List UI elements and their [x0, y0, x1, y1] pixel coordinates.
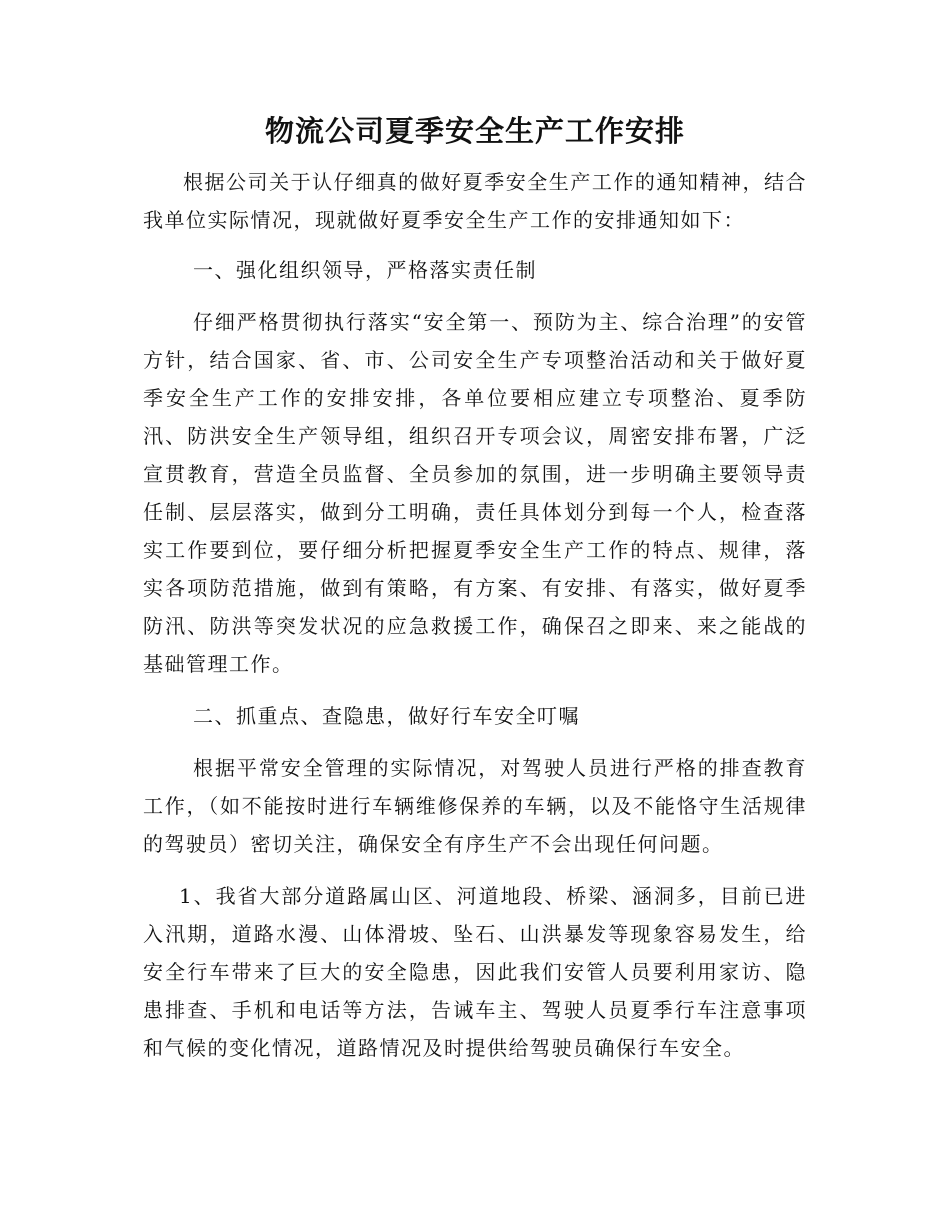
section-2-paragraph: 根据平常安全管理的实际情况，对驾驶人员进行严格的排查教育工作，（如不能按时进行车辆维修保养的车辆，以及不能恪守生活规律的驾驶员）密切关注，确保安全有序生产不会出现任何问题。	[143, 756, 807, 856]
section-2-heading: 二、抓重点、查隐患，做好行车安全叮嘱	[193, 704, 580, 728]
section-1-heading: 一、强化组织领导，严格落实责任制	[193, 258, 537, 282]
item-1-paragraph: 1、我省大部分道路属山区、河道地段、桥梁、涵洞多，目前已进入汛期，道路水漫、山体滑坡、坠石、山洪暴发等现象容易发生，给安全行车带来了巨大的安全隐患，因此我们安管人员要利用家访、隐患排查、手机和电话等方法，告诫车主、驾驶人员夏季行车注意事项和气候的变化情况，道路情况及时提供给驾驶员确保行车安全。	[143, 884, 807, 1060]
document-body	[143, 163, 807, 1067]
intro-paragraph: 根据公司关于认仔细真的做好夏季安全生产工作的通知精神，结合我单位实际情况，现就做好夏季安全生产工作的安排通知如下：	[143, 170, 807, 232]
document-title: 物流公司夏季安全生产工作安排	[264, 114, 685, 148]
section-1-paragraph: 仔细严格贯彻执行落实“安全第一、预防为主、综合治理”的安管方针，结合国家、省、市、公司安全生产专项整治活动和关于做好夏季安全生产工作的安排安排，各单位要相应建立专项整治、夏季防汛、防洪安全生产领导组，组织召开专项会议，周密安排布署，广泛宣贯教育，营造全员监督、全员参加的氛围，进一步明确主要领导责任制、层层落实，做到分工明确，责任具体划分到每一个人，检查落实工作要到位，要仔细分析把握夏季安全生产工作的特点、规律，落实各项防范措施，做到有策略，有方案、有安排、有落实，做好夏季防汛、防洪等突发状况的应急救援工作，确保召之即来、来之能战的基础管理工作。	[143, 310, 807, 676]
